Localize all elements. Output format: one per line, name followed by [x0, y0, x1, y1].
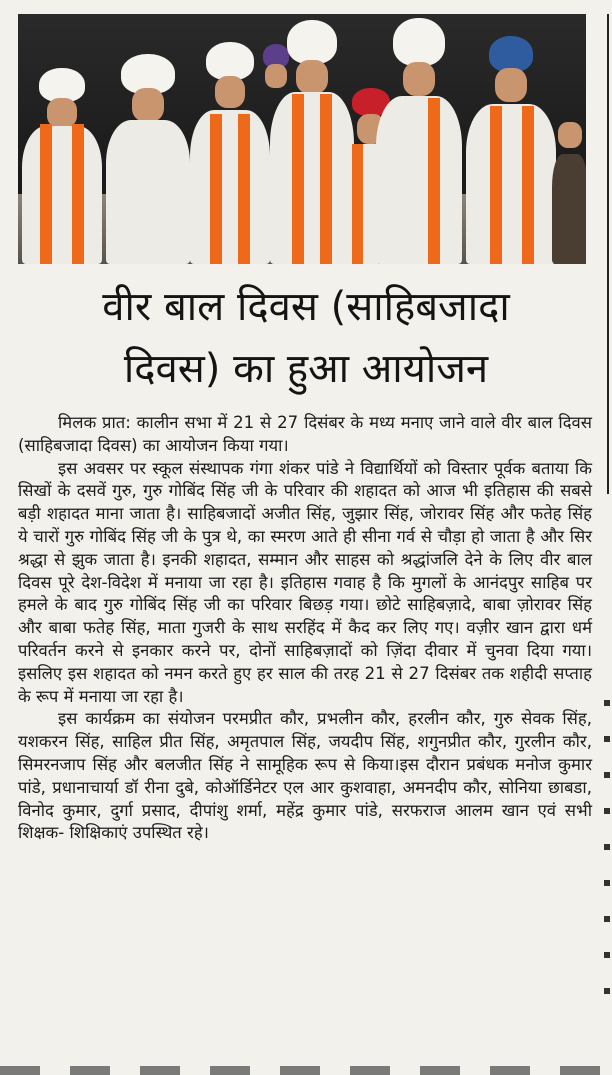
column-divider — [607, 14, 609, 494]
photo-person — [376, 18, 462, 264]
headline — [18, 276, 594, 400]
photo-person — [466, 36, 556, 264]
adjacent-column-edge — [604, 700, 610, 1000]
news-photo — [18, 14, 586, 264]
article-paragraph: इस अवसर पर स्कूल संस्थापक गंगा शंकर पांडे ने विद्यार्थियों को विस्तार पूर्वक बताया कि सिखों के दसवें गुरु, गुरु गोबिंद सिंह जी के परिवार की शहादत को आज भी इतिहास की सबसे बड़ी शहादत माना जाता है। साहिबजादों अजीत सिंह, जुझार सिंह, जोरावर सिंह और फतेह सिंह ये चारों गुरु गोबिंद सिंह जी के पुत्र थे, का स्मरण आते ही सीना गर्व से चौड़ा हो जाता है और सिर श्रद्धा से झुक जाता है। इनकी शहादत, सम्मान और साहस को श्रद्धांजलि देने के लिए वीर बाल दिवस पूरे देश-विदेश में मनाया जा रहा है। इतिहास गवाह है कि मुगलों के आनंदपुर साहिब पर हमले के बाद गुरु गोबिंद सिंह जी का परिवार बिछड़ गया। छोटे साहिबज़ादे, बाबा ज़ोरावर सिंह और बाबा फतेह सिंह, माता गुजरी के साथ सरहिंद में कैद कर लिए गए। वज़ीर खान द्वारा धर्म परिवर्तन करने से इनकार करने पर, दोनों साहिबज़ादों को ज़िंदा दीवार में चुनवा दिया गया। इसलिए इस शहादत को नमन करते हुए हर साल की तरह 21 से 27 दिसंबर तक शहीदी सप्ताह के रूप में मनाया जा रहा है। — [18, 458, 592, 706]
photo-person — [22, 68, 102, 264]
photo-person — [106, 54, 190, 264]
article-paragraph: मिलक प्रात: कालीन सभा में 21 से 27 दिसंबर के मध्य मनाए जाने वाले वीर बाल दिवस (साहिबजादा दिवस) का आयोजन किया गया। — [18, 413, 592, 455]
next-article-fragment — [0, 1066, 612, 1075]
headline-line-1: वीर बाल दिवस (साहिबजादा — [102, 284, 510, 330]
headline-line-2: दिवस) का हुआ आयोजन — [123, 346, 489, 392]
photo-person — [552, 114, 586, 264]
article-paragraph: इस कार्यक्रम का संयोजन परमप्रीत कौर, प्रभलीन कौर, हरलीन कौर, गुरु सेवक सिंह, यशकरन सिंह, साहिल प्रीत सिंह, अमृतपाल सिंह, जयदीप सिंह, शगुनप्रीत कौर, गुरलीन कौर, सिमरनजाप सिंह और बलजीत सिंह ने सामूहिक रूप से किया।इस दौरान प्रबंधक मनोज कुमार पांडे, प्रधानाचार्या डॉ रीना दुबे, कोऑर्डिनेटर एल आर कुशवाहा, अमनदीप कौर, सोनिया छाबडा, विनोद कुमार, दुर्गा प्रसाद, दीपांशु शर्मा, महेंद्र कुमार पांडे, सरफराज आलम खान एवं सभी शिक्षक- शिक्षिकाएं उपस्थित रहे। — [18, 709, 592, 843]
article-body — [18, 412, 592, 845]
